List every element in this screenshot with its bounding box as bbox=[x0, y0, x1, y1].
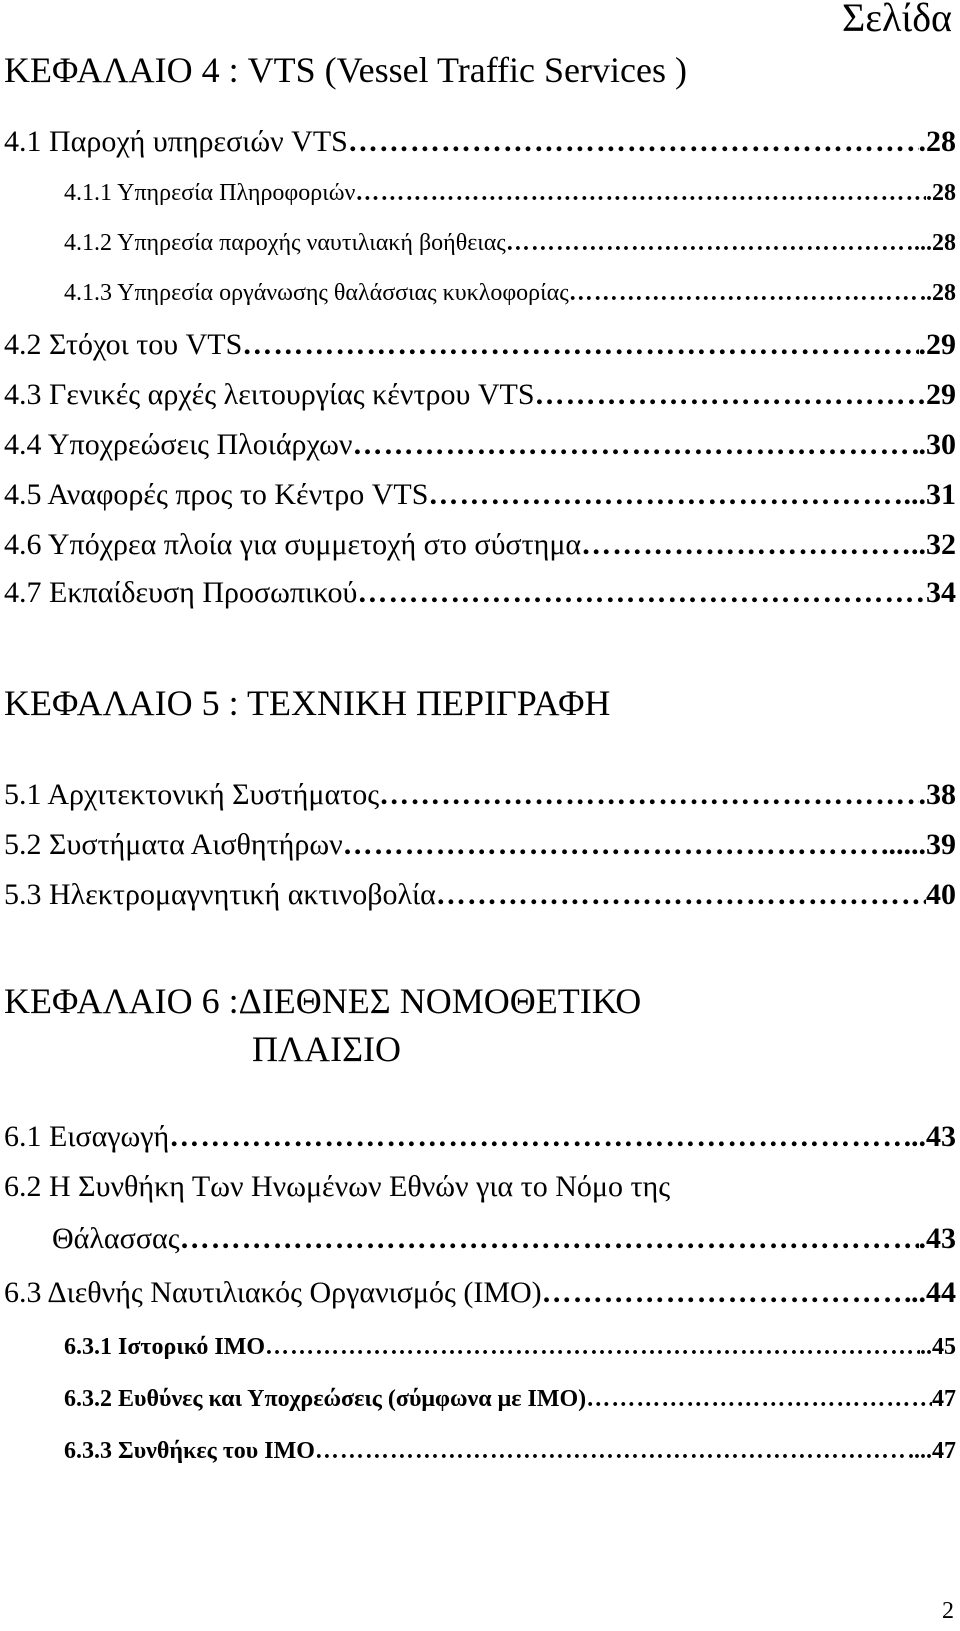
toc-entry-page: ..44 bbox=[911, 1276, 956, 1309]
dot-leader bbox=[265, 1334, 920, 1361]
toc-entry-title: 6.3.1 Ιστορικό ΙΜΟ bbox=[64, 1334, 266, 1360]
toc-entry-title: 4.1.2 Υπηρεσία παροχής ναυτιλιακή βοήθειας bbox=[64, 230, 506, 256]
toc-entry-4-2[interactable] bbox=[4, 328, 956, 362]
toc-entry-title: 4.1 Παροχή υπηρεσιών VTS bbox=[4, 125, 348, 158]
dot-leader bbox=[581, 528, 911, 562]
toc-entry-page: .29 bbox=[918, 328, 956, 361]
toc-entry-page: ......39 bbox=[881, 828, 956, 861]
toc-entry-page: ....47 bbox=[908, 1438, 956, 1464]
toc-entry-title: 5.3 Ηλεκτρομαγνητική ακτινοβολία bbox=[4, 878, 436, 911]
toc-entry-title: 5.1 Αρχιτεκτονική Συστήματος bbox=[4, 778, 380, 811]
dot-leader bbox=[436, 878, 926, 912]
toc-entry-page: .43 bbox=[918, 1222, 956, 1255]
toc-entry-page: 29 bbox=[926, 378, 956, 411]
toc-entry-page: .28 bbox=[926, 180, 956, 206]
dot-leader bbox=[180, 1222, 919, 1256]
toc-entry-4-3[interactable] bbox=[4, 378, 956, 412]
toc-entry-page: 34 bbox=[926, 576, 956, 609]
toc-entry-page: .38 bbox=[918, 778, 956, 811]
chapter-5-heading: ΚΕΦΑΛΑΙΟ 5 : ΤΕΧΝΙΚΗ ΠΕΡΙΓΡΑΦΗ bbox=[4, 683, 611, 723]
toc-entry-4-1-3[interactable] bbox=[64, 280, 956, 307]
toc-entry-5-3[interactable] bbox=[4, 878, 956, 912]
toc-entry-title: 4.5 Αναφορές προς το Κέντρο VTS bbox=[4, 478, 429, 511]
toc-entry-title: 4.3 Γενικές αρχές λειτουργίας κέντρου VTS bbox=[4, 378, 535, 411]
chapter-4-heading: ΚΕΦΑΛΑΙΟ 4 : VTS (Vessel Traffic Services ) bbox=[4, 50, 687, 90]
dot-leader bbox=[242, 328, 918, 362]
toc-entry-4-7[interactable] bbox=[4, 576, 956, 610]
toc-entry-5-1[interactable] bbox=[4, 778, 956, 812]
toc-entry-title: 4.1.3 Υπηρεσία οργάνωσης θαλάσσιας κυκλοφορίας bbox=[64, 280, 569, 306]
dot-leader bbox=[428, 478, 903, 512]
toc-entry-page: 47 bbox=[932, 1386, 956, 1412]
toc-entry-4-6[interactable] bbox=[4, 528, 956, 562]
dot-leader bbox=[542, 1276, 911, 1310]
toc-entry-title: 4.1.1 Υπηρεσία Πληροφοριών bbox=[64, 180, 356, 206]
toc-entry-title: 4.4 Υποχρεώσεις Πλοιάρχων bbox=[4, 428, 353, 461]
page-column-label: Σελίδα bbox=[841, 0, 952, 40]
toc-entry-title: 6.3 Διεθνής Ναυτιλιακός Οργανισμός (ΙΜΟ) bbox=[4, 1276, 542, 1309]
toc-entry-title: 6.3.2 Ευθύνες και Υποχρεώσεις (σύμφωνα με ΙΜΟ) bbox=[64, 1386, 587, 1412]
toc-entry-page: ..45 bbox=[920, 1334, 956, 1360]
toc-entry-6-1[interactable] bbox=[4, 1120, 956, 1154]
toc-entry-6-3-2[interactable] bbox=[64, 1386, 956, 1413]
toc-entry-page: .30 bbox=[918, 428, 956, 461]
page-number: 2 bbox=[942, 1598, 954, 1624]
toc-entry-page: ...31 bbox=[903, 478, 956, 511]
toc-entry-title: 6.1 Εισαγωγή bbox=[4, 1120, 170, 1153]
toc-entry-6-3-1[interactable] bbox=[64, 1334, 956, 1361]
toc-entry-4-5[interactable] bbox=[4, 478, 956, 512]
toc-entry-4-4[interactable] bbox=[4, 428, 956, 462]
toc-entry-title: Θάλασσας bbox=[52, 1222, 180, 1255]
toc-entry-4-1-1[interactable] bbox=[64, 180, 956, 207]
dot-leader bbox=[506, 230, 914, 257]
toc-entry-page: 40 bbox=[926, 878, 956, 911]
dot-leader bbox=[586, 1386, 932, 1413]
chapter-6-heading: ΚΕΦΑΛΑΙΟ 6 :ΔΙΕΘΝΕΣ ΝΟΜΟΘΕΤΙΚΟ bbox=[4, 981, 642, 1021]
toc-entry-title: 4.2 Στόχοι του VTS bbox=[4, 328, 243, 361]
toc-entry-6-2-continued[interactable] bbox=[52, 1222, 956, 1256]
dot-leader bbox=[569, 280, 920, 307]
toc-entry-5-2[interactable] bbox=[4, 828, 956, 862]
dot-leader bbox=[315, 1438, 908, 1465]
toc-entry-page: ..43 bbox=[911, 1120, 956, 1153]
toc-entry-6-2[interactable]: 6.2 Η Συνθήκη Των Ηνωμένων Εθνών για το Νόμο της bbox=[4, 1170, 671, 1203]
dot-leader bbox=[353, 428, 919, 462]
toc-entry-page: ..28 bbox=[920, 280, 956, 306]
dot-leader bbox=[343, 828, 881, 862]
dot-leader bbox=[355, 180, 926, 207]
toc-entry-title: 6.3.3 Συνθήκες του ΙΜΟ bbox=[64, 1438, 315, 1464]
toc-entry-6-3[interactable] bbox=[4, 1276, 956, 1310]
dot-leader bbox=[169, 1120, 911, 1154]
toc-entry-title: 5.2 Συστήματα Αισθητήρων bbox=[4, 828, 343, 861]
chapter-6-heading-continued: ΠΛΑΙΣΙΟ bbox=[252, 1029, 402, 1069]
dot-leader bbox=[357, 576, 926, 610]
toc-entry-6-3-3[interactable] bbox=[64, 1438, 956, 1465]
toc-entry-4-1-2[interactable] bbox=[64, 230, 956, 257]
toc-entry-4-1[interactable] bbox=[4, 125, 956, 159]
dot-leader bbox=[348, 125, 919, 159]
toc-entry-page: ...28 bbox=[914, 230, 956, 256]
dot-leader bbox=[379, 778, 918, 812]
dot-leader bbox=[535, 378, 926, 412]
toc-entry-page: .28 bbox=[918, 125, 956, 158]
toc-entry-page: ..32 bbox=[911, 528, 956, 561]
toc-entry-title: 4.6 Υπόχρεα πλοία για συμμετοχή στο σύστημα bbox=[4, 528, 582, 561]
toc-entry-title: 4.7 Εκπαίδευση Προσωπικού bbox=[4, 576, 358, 609]
